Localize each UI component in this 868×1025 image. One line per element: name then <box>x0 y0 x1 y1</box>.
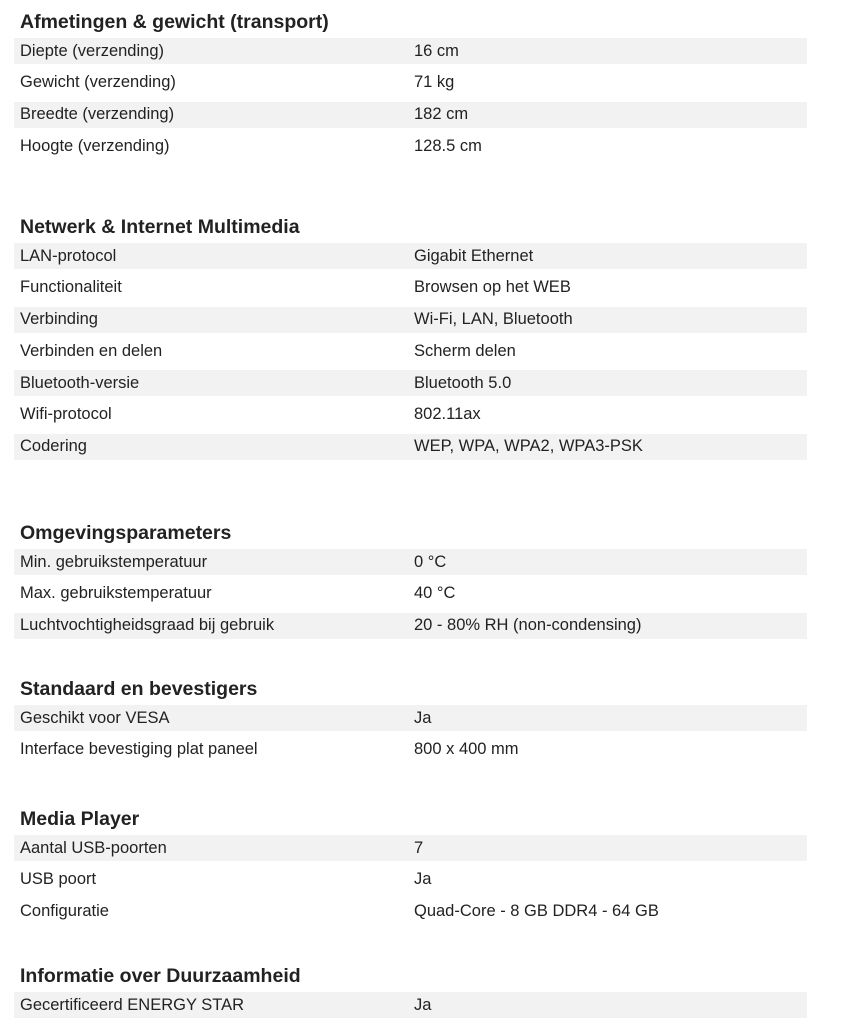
section-title: Standaard en bevestigers <box>20 678 258 700</box>
spec-row <box>14 434 807 460</box>
spec-label: Configuratie <box>20 902 109 920</box>
spec-label: Interface bevestiging plat paneel <box>20 740 258 758</box>
spec-value: Quad-Core - 8 GB DDR4 - 64 GB <box>414 902 659 920</box>
spec-row <box>14 737 807 763</box>
spec-label: Min. gebruikstemperatuur <box>20 552 208 571</box>
spec-value: 40 °C <box>414 584 456 602</box>
spec-label: Gecertificeerd ENERGY STAR <box>20 995 245 1014</box>
spec-label: Luchtvochtigheidsgraad bij gebruik <box>20 616 275 634</box>
spec-value: Ja <box>414 708 432 727</box>
spec-section-network <box>14 214 807 465</box>
spec-row <box>14 899 807 925</box>
spec-label: Hoogte (verzending) <box>20 136 170 155</box>
spec-section-media-player <box>14 806 807 930</box>
spec-label: Wifi-protocol <box>20 405 112 423</box>
spec-value: 16 cm <box>414 41 459 60</box>
spec-value: Bluetooth 5.0 <box>414 373 512 392</box>
spec-label: Bluetooth-versie <box>20 373 140 392</box>
section-title: Afmetingen & gewicht (transport) <box>20 11 329 33</box>
section-title: Omgevingsparameters <box>20 522 232 544</box>
spec-value: Scherm delen <box>414 341 516 360</box>
spec-label: LAN-protocol <box>20 246 117 265</box>
spec-value: 7 <box>414 838 424 857</box>
spec-label: Verbinding <box>20 310 98 328</box>
spec-value: 0 °C <box>414 552 447 571</box>
spec-value: 128.5 cm <box>414 136 482 155</box>
spec-label: USB poort <box>20 870 97 888</box>
spec-value: Ja <box>414 870 432 888</box>
spec-label: Geschikt voor VESA <box>20 708 170 727</box>
spec-value: Ja <box>414 995 432 1014</box>
spec-label: Gewicht (verzending) <box>20 73 176 91</box>
spec-value: 71 kg <box>414 73 455 91</box>
spec-row <box>14 992 807 1018</box>
section-title: Netwerk & Internet Multimedia <box>20 216 300 238</box>
spec-row <box>14 613 807 639</box>
spec-row <box>14 38 807 64</box>
spec-value: 802.11ax <box>414 405 481 423</box>
spec-row <box>14 370 807 396</box>
spec-row <box>14 549 807 575</box>
spec-value: 800 x 400 mm <box>414 740 519 758</box>
spec-row <box>14 243 807 269</box>
spec-label: Functionaliteit <box>20 278 122 296</box>
spec-section-sustainability <box>14 963 807 1024</box>
spec-value: 182 cm <box>414 105 469 123</box>
spec-row <box>14 338 807 364</box>
spec-value: 20 - 80% RH (non-condensing) <box>414 616 642 634</box>
spec-label: Diepte (verzending) <box>20 41 164 60</box>
spec-row <box>14 102 807 128</box>
spec-label: Aantal USB-poorten <box>20 838 167 857</box>
spec-label: Max. gebruikstemperatuur <box>20 584 212 602</box>
spec-row <box>14 867 807 893</box>
spec-label: Breedte (verzending) <box>20 105 175 123</box>
spec-row <box>14 581 807 607</box>
spec-value: Gigabit Ethernet <box>414 246 534 265</box>
spec-row <box>14 133 807 159</box>
spec-row <box>14 402 807 428</box>
spec-row <box>14 307 807 333</box>
spec-label: Codering <box>20 437 87 455</box>
spec-value: WEP, WPA, WPA2, WPA3-PSK <box>414 437 643 455</box>
spec-section-environment <box>14 520 807 644</box>
spec-value: Wi-Fi, LAN, Bluetooth <box>414 310 573 328</box>
spec-row <box>14 835 807 861</box>
spec-section-mounting <box>14 676 807 763</box>
spec-value: Browsen op het WEB <box>414 278 571 296</box>
spec-row <box>14 70 807 96</box>
spec-section-dimensions <box>14 9 807 159</box>
section-title: Media Player <box>20 808 140 830</box>
spec-label: Verbinden en delen <box>20 341 163 360</box>
section-title: Informatie over Duurzaamheid <box>20 965 301 987</box>
spec-row <box>14 705 807 731</box>
spec-row <box>14 275 807 301</box>
